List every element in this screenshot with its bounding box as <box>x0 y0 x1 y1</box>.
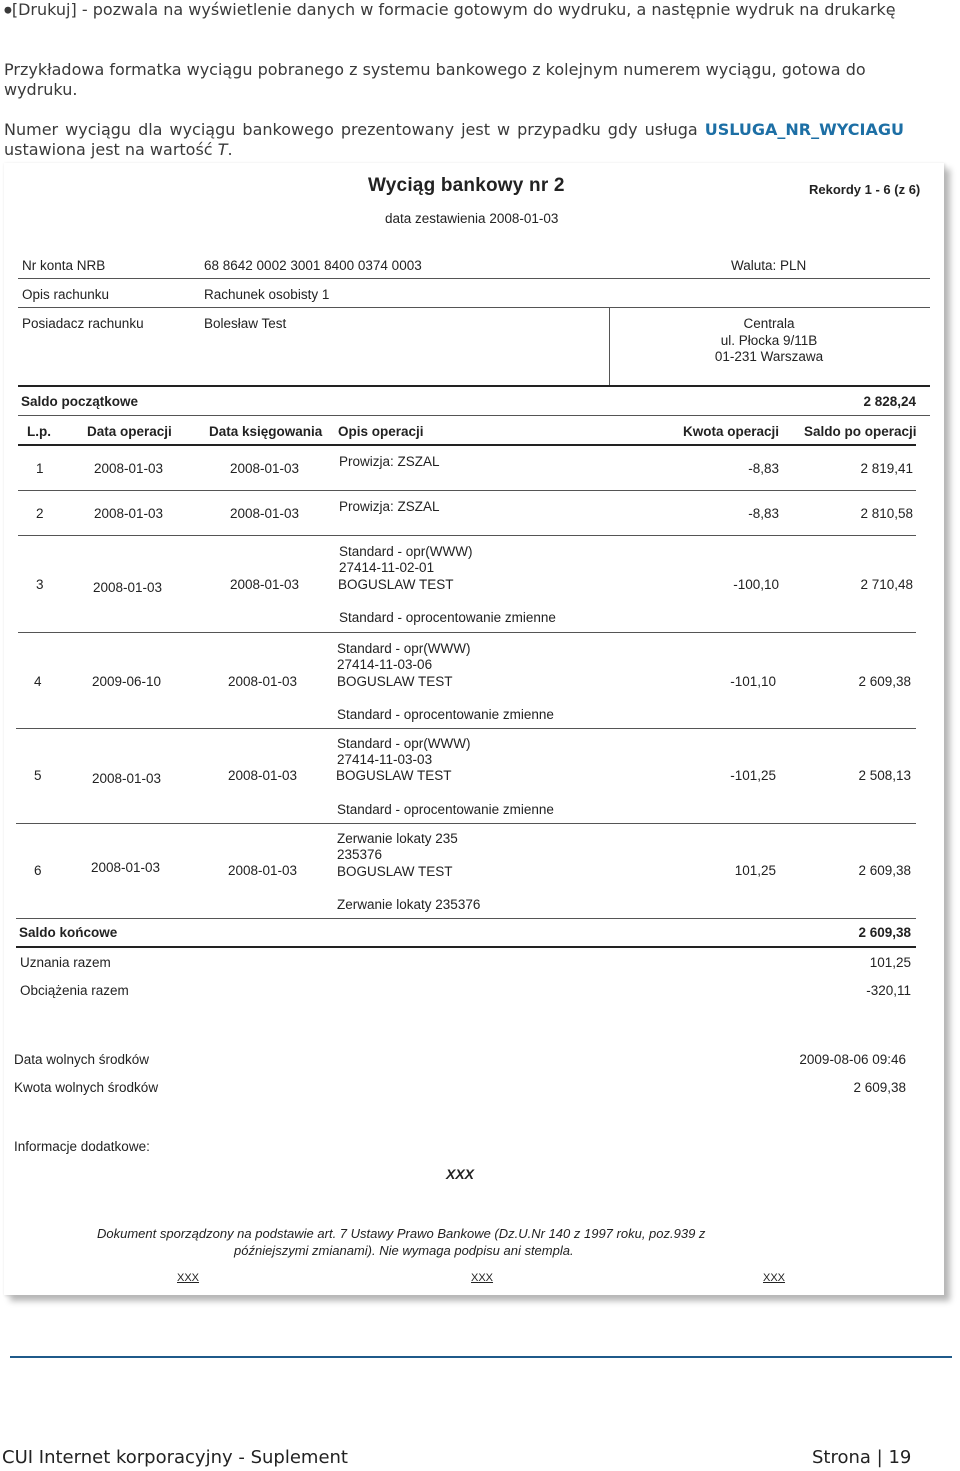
row-desc-line: Standard - opr(WWW) <box>337 736 471 751</box>
additional-info-label: Informacje dodatkowe: <box>14 1139 150 1154</box>
row-balance: 2 810,58 <box>860 506 913 521</box>
row-no: 3 <box>36 577 44 592</box>
row-balance: 2 609,38 <box>858 674 911 689</box>
col-header-book-date: Data księgowania <box>209 424 323 439</box>
branch-city: 01-231 Warszawa <box>714 349 824 364</box>
row-op-date: 2008-01-03 <box>94 506 164 521</box>
signature-placeholder: XXX <box>763 1272 786 1284</box>
bank-statement <box>4 163 944 1295</box>
row-book-date: 2008-01-03 <box>230 577 300 592</box>
row-amount: -100,10 <box>733 577 779 592</box>
footer-title: CUI Internet korporacyjny - Suplement <box>2 1447 348 1468</box>
divider <box>18 278 930 279</box>
debits-label: Obciążenia razem <box>20 983 129 998</box>
row-desc-line: Zerwanie lokaty 235376 <box>337 897 481 912</box>
divider <box>18 444 916 446</box>
opening-balance-label: Saldo początkowe <box>21 394 139 409</box>
row-no: 4 <box>34 674 42 689</box>
branch-address <box>684 316 854 366</box>
free-funds-amount-value: 2 609,38 <box>853 1080 906 1095</box>
row-no: 5 <box>34 768 42 783</box>
row-op-date: 2008-01-03 <box>91 860 161 875</box>
row-book-date: 2008-01-03 <box>230 506 300 521</box>
row-amount: -101,10 <box>730 674 776 689</box>
row-desc-line: BOGUSLAW TEST <box>337 674 453 689</box>
account-label: Nr konta NRB <box>22 258 106 273</box>
statement-date: data zestawienia 2008-01-03 <box>385 211 559 226</box>
debits-value: -320,11 <box>866 983 911 998</box>
row-amount: 101,25 <box>734 863 776 878</box>
row-desc-line: BOGUSLAW TEST <box>337 864 453 879</box>
row-desc-line: 27414-11-03-03 <box>337 752 433 767</box>
intro-number-text-2: ustawiona jest na wartość <box>4 140 213 159</box>
col-header-no: L.p. <box>27 424 51 439</box>
divider <box>18 535 916 536</box>
divider <box>16 823 916 824</box>
divider <box>16 946 916 948</box>
intro-period: . <box>227 140 233 159</box>
free-funds-date-label: Data wolnych środków <box>14 1052 150 1067</box>
row-balance: 2 508,13 <box>858 768 911 783</box>
row-op-date: 2009-06-10 <box>92 674 162 689</box>
row-book-date: 2008-01-03 <box>228 768 298 783</box>
row-op-date: 2008-01-03 <box>94 461 164 476</box>
row-book-date: 2008-01-03 <box>228 674 298 689</box>
credits-label: Uznania razem <box>20 955 111 970</box>
owner-value: Bolesław Test <box>204 316 287 331</box>
free-funds-amount-label: Kwota wolnych środków <box>14 1080 159 1095</box>
divider <box>18 385 930 387</box>
records-count: Rekordy 1 - 6 (z 6) <box>809 182 921 197</box>
intro-paragraph-number <box>4 120 904 160</box>
row-book-date: 2008-01-03 <box>230 461 300 476</box>
col-header-desc: Opis operacji <box>338 424 424 439</box>
row-desc-line: BOGUSLAW TEST <box>338 577 454 592</box>
row-desc-line: Prowizja: ZSZAL <box>339 454 440 469</box>
free-funds-date-value: 2009-08-06 09:46 <box>799 1052 906 1067</box>
intro-number-text: Numer wyciągu dla wyciągu bankowego prezentowany jest w przypadku gdy usługa <box>4 120 698 139</box>
account-desc-label: Opis rachunku <box>22 287 110 302</box>
closing-balance-label: Saldo końcowe <box>19 925 118 940</box>
col-header-amount: Kwota operacji <box>683 424 780 439</box>
row-desc-line: Standard - opr(WWW) <box>339 544 473 559</box>
row-desc-line: Prowizja: ZSZAL <box>339 499 440 514</box>
row-balance: 2 819,41 <box>860 461 913 476</box>
owner-label: Posiadacz rachunku <box>22 316 144 331</box>
intro-paragraph-example: Przykładowa formatka wyciągu pobranego z systemu bankowego z kolejnym numerem wyciągu, gotowa do wydruku. <box>4 60 866 99</box>
col-header-balance: Saldo po operacji <box>804 424 917 439</box>
row-balance: 2 609,38 <box>858 863 911 878</box>
row-amount: -8,83 <box>748 506 779 521</box>
currency: Waluta: PLN <box>731 258 807 273</box>
bullet: ● <box>4 5 12 16</box>
divider <box>18 490 916 491</box>
closing-balance-value: 2 609,38 <box>858 925 911 940</box>
row-balance: 2 710,48 <box>860 577 913 592</box>
row-amount: -101,25 <box>730 768 776 783</box>
opening-balance-value: 2 828,24 <box>863 394 916 409</box>
legal-note-line1: Dokument sporządzony na podstawie art. 7 Ustawy Prawo Bankowe (Dz.U.Nr 140 z 1997 roku, poz.939 z <box>97 1226 706 1241</box>
row-desc-line: 27414-11-02-01 <box>339 560 435 575</box>
row-no: 6 <box>34 863 42 878</box>
intro-paragraph-print <box>4 0 904 21</box>
row-desc-line: 235376 <box>337 847 383 862</box>
account-value: 68 8642 0002 3001 8400 0374 0003 <box>204 258 422 273</box>
row-desc-line: Standard - oprocentowanie zmienne <box>339 610 556 625</box>
page-number: Strona | 19 <box>812 1447 912 1468</box>
row-desc-line: Standard - oprocentowanie zmienne <box>337 707 554 722</box>
intro-print-text: [Drukuj] - pozwala na wyświetlenie danych w formacie gotowym do wydruku, a następnie wydruk na drukarkę <box>11 0 896 19</box>
branch-name: Centrala <box>743 316 795 331</box>
row-op-date: 2008-01-03 <box>92 771 162 786</box>
divider <box>18 632 916 633</box>
account-desc-value: Rachunek osobisty 1 <box>204 287 330 302</box>
row-desc-line: 27414-11-03-06 <box>337 657 433 672</box>
row-no: 1 <box>36 461 44 476</box>
credits-value: 101,25 <box>869 955 911 970</box>
row-desc-line: Standard - opr(WWW) <box>337 641 471 656</box>
branch-street: ul. Płocka 9/11B <box>720 332 818 348</box>
row-no: 2 <box>36 506 44 521</box>
row-desc-line: Standard - oprocentowanie zmienne <box>337 802 554 817</box>
divider <box>16 918 916 919</box>
row-desc-line: Zerwanie lokaty 235 <box>337 831 458 846</box>
service-value: T <box>217 140 228 159</box>
legal-note-line2: późniejszymi zmianami). Nie wymaga podpisu ani stempla. <box>234 1243 574 1258</box>
service-name: USLUGA_NR_WYCIAGU <box>704 120 904 139</box>
additional-info-value: XXX <box>446 1166 475 1182</box>
row-op-date: 2008-01-03 <box>93 580 163 595</box>
col-header-op-date: Data operacji <box>87 424 172 439</box>
signature-placeholder: XXX <box>471 1272 494 1284</box>
statement-title: Wyciąg bankowy nr 2 <box>368 175 565 196</box>
signature-placeholder: XXX <box>177 1272 200 1284</box>
footer-rule <box>10 1356 952 1358</box>
row-book-date: 2008-01-03 <box>228 863 298 878</box>
divider <box>18 307 930 308</box>
divider <box>18 415 930 416</box>
row-desc-line: BOGUSLAW TEST <box>336 768 452 783</box>
row-amount: -8,83 <box>748 461 779 476</box>
divider-vertical <box>609 307 610 385</box>
divider <box>16 728 916 729</box>
